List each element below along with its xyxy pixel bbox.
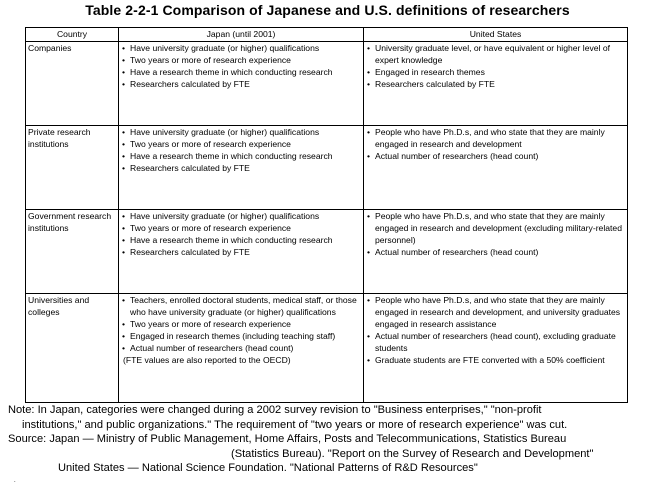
category-cell	[26, 42, 119, 126]
list-item: • Researchers calculated by FTE	[366, 78, 625, 90]
list-item-note: (FTE values are also reported to the OECD)	[123, 355, 291, 366]
list-item: • Two years or more of research experience	[121, 318, 361, 330]
list-item: • Teachers, enrolled doctoral students, medical staff, or those who have university graduate (or higher) qualifications	[121, 294, 361, 318]
list-item: • Actual number of researchers (head count)	[366, 246, 625, 258]
us-cell	[364, 126, 628, 210]
list-item: • People who have Ph.D.s, and who state that they are mainly engaged in research and development	[366, 126, 625, 150]
source-text-us: United States — National Science Foundation. "National Patterns of R&D Resources"	[58, 462, 478, 475]
table-row	[26, 42, 628, 126]
list-item: • Have university graduate (or higher) qualifications	[121, 42, 361, 54]
list-item: • Researchers calculated by FTE	[121, 246, 361, 258]
list-item: • Two years or more of research experience	[121, 222, 361, 234]
japan-cell	[119, 294, 364, 403]
table-row	[26, 210, 628, 294]
category-label: Government research institutions	[28, 211, 112, 234]
note-text-continued: institutions," and public organizations." The requirement of "two years or more of research experience" was cut.	[22, 418, 568, 431]
table-row	[26, 294, 628, 403]
table-title: Table 2-2-1 Comparison of Japanese and U.S. definitions of researchers	[85, 2, 570, 18]
list-item: • University graduate level, or have equivalent or higher level of expert knowledge	[366, 42, 625, 66]
list-item: • Engaged in research themes (including teaching staff)	[121, 330, 361, 342]
japan-cell	[119, 126, 364, 210]
list-item: • Actual number of researchers (head count), excluding graduate students	[366, 330, 625, 354]
list-item: • Two years or more of research experience	[121, 138, 361, 150]
us-cell	[364, 294, 628, 403]
list-item: • Have a research theme in which conducting research	[121, 150, 361, 162]
list-item: • Have university graduate (or higher) qualifications	[121, 210, 361, 222]
category-label: Universities and colleges	[28, 295, 90, 318]
list-item: • People who have Ph.D.s, and who state that they are mainly engaged in research and development, and university graduates engaged in research assistance	[366, 294, 625, 330]
definitions-table	[25, 27, 628, 403]
column-header-country: Country	[26, 28, 119, 42]
list-item: • Researchers calculated by FTE	[121, 78, 361, 90]
table-row	[26, 126, 628, 210]
page-mark: .	[14, 478, 16, 484]
list-item: • Have university graduate (or higher) qualifications	[121, 126, 361, 138]
table-header-row	[26, 28, 628, 42]
category-label: Companies	[28, 43, 72, 53]
category-cell	[26, 210, 119, 294]
list-item: • People who have Ph.D.s, and who state that they are mainly engaged in research and development (excluding military-related personnel)	[366, 210, 625, 246]
list-item: • Researchers calculated by FTE	[121, 162, 361, 174]
japan-cell	[119, 210, 364, 294]
list-item: • Graduate students are FTE converted with a 50% coefficient	[366, 354, 625, 366]
list-item: • Have a research theme in which conducting research	[121, 234, 361, 246]
category-label: Private research institutions	[28, 127, 91, 150]
us-cell	[364, 210, 628, 294]
category-cell	[26, 126, 119, 210]
us-cell	[364, 42, 628, 126]
list-item: • Actual number of researchers (head count)	[121, 342, 361, 354]
source-text: Source: Japan — Ministry of Public Management, Home Affairs, Posts and Telecommunications, Statistics Bureau	[8, 433, 567, 446]
list-item: • Have a research theme in which conducting research	[121, 66, 361, 78]
japan-cell	[119, 42, 364, 126]
column-header-us: United States	[364, 28, 628, 42]
list-item: • Actual number of researchers (head count)	[366, 150, 625, 162]
category-cell	[26, 294, 119, 403]
list-item: • Engaged in research themes	[366, 66, 625, 78]
source-text-continued: (Statistics Bureau). "Report on the Survey of Research and Development"	[231, 447, 594, 460]
note-text: Note: In Japan, categories were changed during a 2002 survey revision to "Business enterprises," "non-profit	[8, 404, 542, 416]
list-item: • Two years or more of research experience	[121, 54, 361, 66]
notes-block	[8, 403, 652, 476]
column-header-japan: Japan (until 2001)	[119, 28, 364, 42]
